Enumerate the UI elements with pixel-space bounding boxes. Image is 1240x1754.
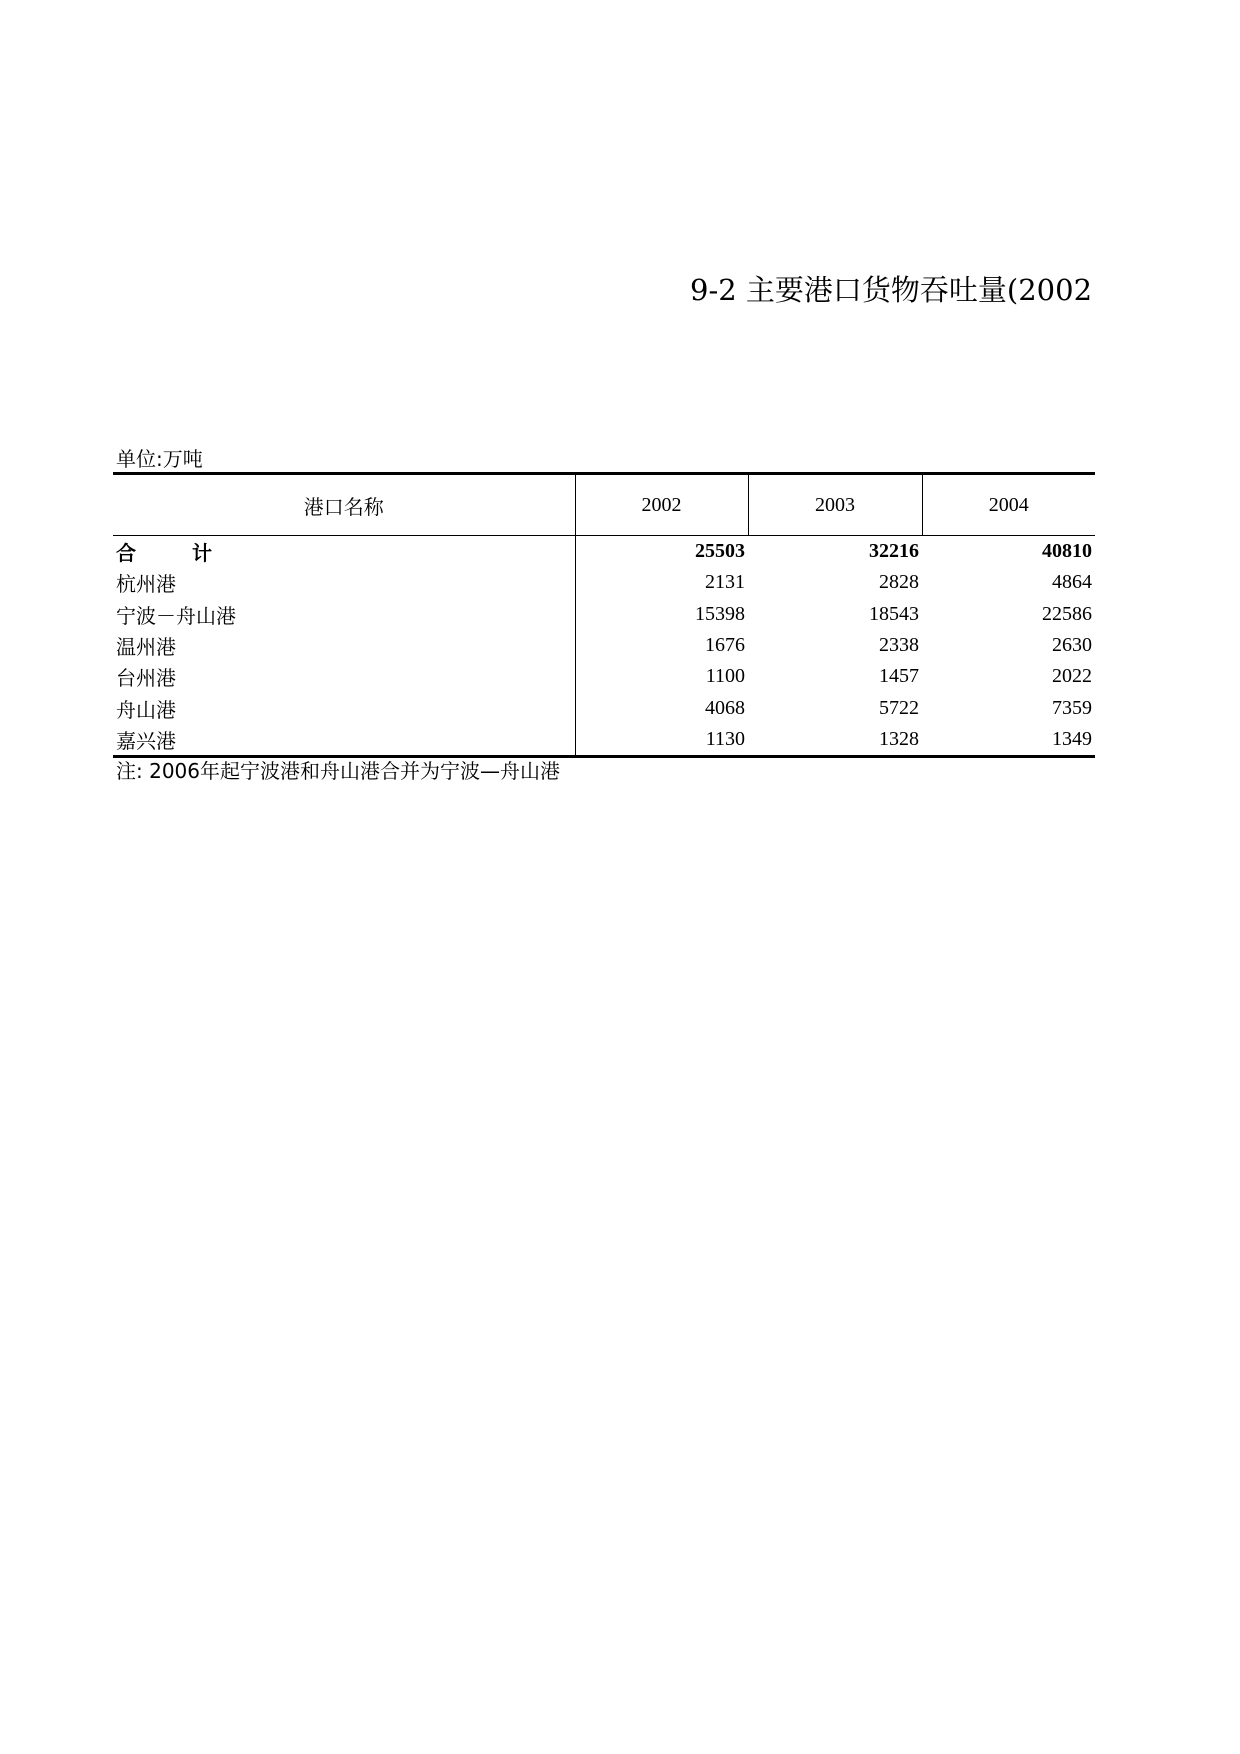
header-port-name: 港口名称 [113,474,575,536]
row-label: 合 计 [116,541,230,566]
table-row [113,567,1095,598]
footnote: 注: 2006年起宁波港和舟山港合并为宁波—舟山港 [116,759,560,783]
row-label: 杭州港 [116,572,176,597]
cell-value: 1349 [922,724,1095,757]
cell-value: 4864 [1052,571,1092,594]
table-header-row [113,474,1095,536]
cell-value: 1457 [879,665,919,688]
cell-value: 1328 [748,724,922,757]
row-label: 舟山港 [116,697,176,722]
table-row [113,661,1095,692]
table-row [113,630,1095,661]
table-row-total [113,536,1095,568]
header-year-2004: 2004 [922,474,1095,536]
cell-value: 25503 [575,536,748,568]
cell-value: 2630 [1052,634,1092,657]
cell-value: 15398 [575,599,748,630]
row-label: 嘉兴港 [113,724,575,757]
cell-value: 40810 [1042,540,1092,563]
port-throughput-table [113,472,1095,758]
table-row [113,599,1095,630]
cell-value: 2828 [879,571,919,594]
cell-value: 5722 [879,696,919,719]
page-title: 9-2 主要港口货物吞吐量(2002 [690,273,1093,307]
cell-value: 18543 [869,602,919,625]
header-year-2002: 2002 [575,474,748,536]
row-label: 温州港 [116,635,176,660]
cell-value: 1676 [575,630,748,661]
cell-value: 22586 [1042,602,1092,625]
cell-value: 4068 [575,692,748,723]
cell-value: 32216 [869,540,919,563]
cell-value: 2022 [1052,665,1092,688]
header-year-2003: 2003 [748,474,922,536]
table-row [113,724,1095,757]
table-row [113,692,1095,723]
cell-value: 2338 [879,634,919,657]
row-label: 宁波－舟山港 [116,603,236,628]
unit-label: 单位:万吨 [116,447,203,471]
cell-value: 1130 [575,724,748,757]
cell-value: 2131 [575,567,748,598]
cell-value: 1100 [575,661,748,692]
cell-value: 7359 [1052,696,1092,719]
row-label: 台州港 [116,666,176,691]
